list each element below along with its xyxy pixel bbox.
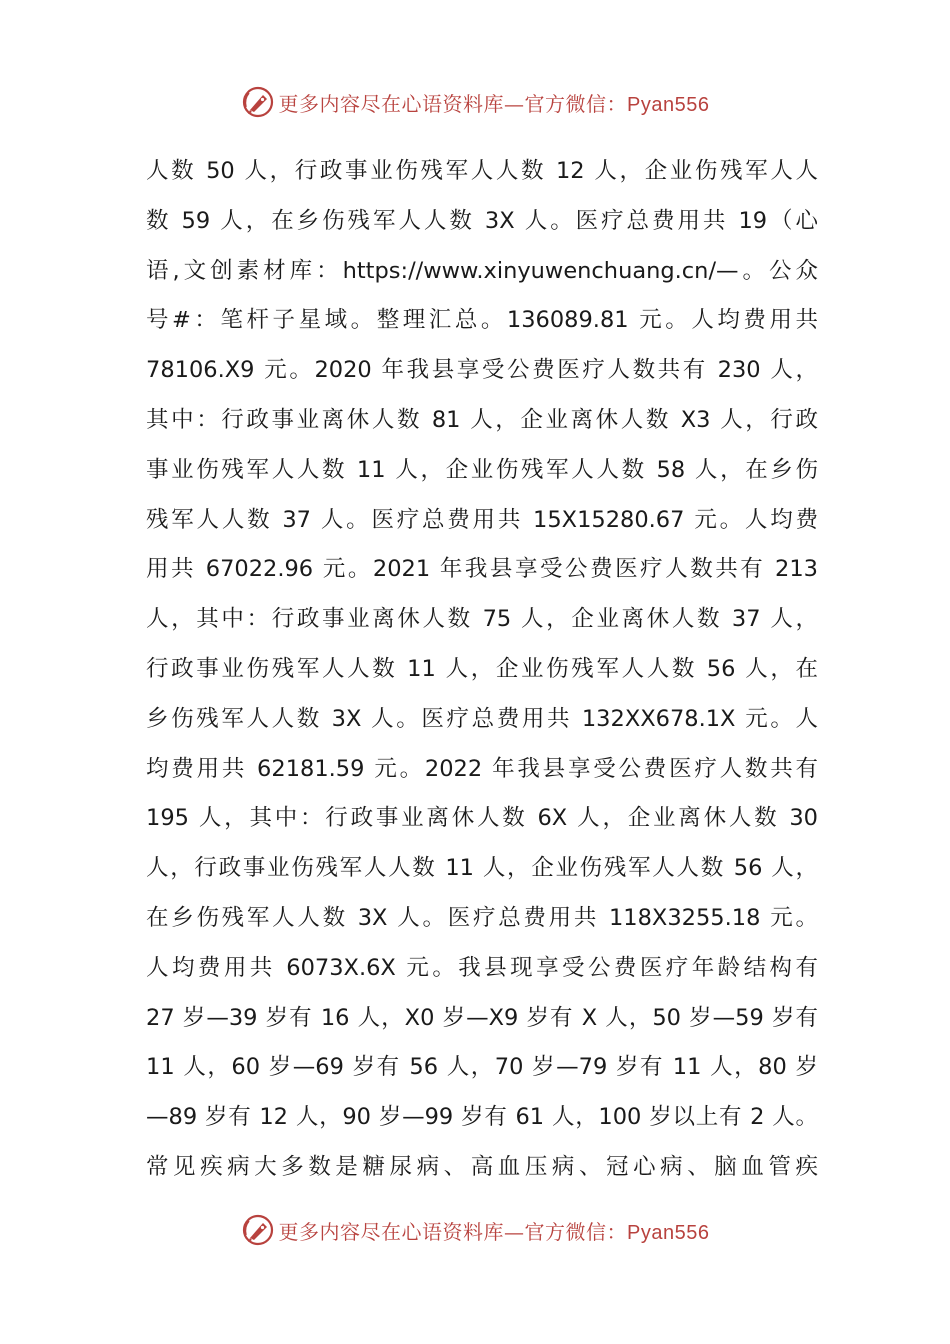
footer-banner-text [279, 1216, 710, 1245]
body-line: 人均费用共 6073X.6X 元。我县现享受公费医疗年龄结构有 [146, 954, 818, 981]
body-line: 其中：行政事业离休人数 81 人，企业离休人数 X3 人，行政 [146, 406, 818, 433]
pen-nib-logo-icon [241, 1213, 275, 1247]
header-banner-cn: 更多内容尽在心语资料库—官方微信： [278, 91, 628, 116]
body-line: 人数 50 人，行政事业伤残军人人数 12 人，企业伤残军人人 [146, 158, 818, 184]
body-line: 常见疾病大多数是糖尿病、高血压病、冠心病、脑血管疾 [146, 1153, 818, 1180]
body-line: 残军人人数 37 人。医疗总费用共 15X15280.67 元。人均费 [146, 506, 818, 533]
body-line: 人，其中：行政事业离休人数 75 人，企业离休人数 37 人， [146, 606, 818, 633]
body-line: 均费用共 62181.59 元。2022 年我县享受公费医疗人数共有 [146, 755, 818, 782]
header-banner-wechat-id: Pyan556 [627, 93, 710, 116]
footer-banner [0, 1210, 950, 1250]
pen-nib-logo-icon [241, 85, 275, 119]
footer-banner-cn: 更多内容尽在心语资料库—官方微信： [278, 1219, 628, 1244]
body-line: 语,文创素材库：https://www.xinyuwenchuang.cn/—。公众 [146, 257, 818, 284]
body-line: 195 人，其中：行政事业离休人数 6X 人，企业离休人数 30 [146, 805, 818, 832]
body-line: 78106.X9 元。2020 年我县享受公费医疗人数共有 230 人， [146, 357, 818, 384]
body-line: 乡伤残军人人数 3X 人。医疗总费用共 132XX678.1X 元。人 [146, 705, 818, 732]
footer-banner-wechat-id: Pyan556 [627, 1221, 710, 1244]
body-line: 行政事业伤残军人人数 11 人，企业伤残军人人数 56 人，在 [146, 655, 818, 682]
body-line: 数 59 人，在乡伤残军人人数 3X 人。医疗总费用共 19（心 [146, 207, 818, 234]
header-banner-text [279, 88, 710, 117]
body-line: —89 岁有 12 人，90 岁—99 岁有 61 人，100 岁以上有 2 人。 [146, 1104, 818, 1131]
body-line: 在乡伤残军人人数 3X 人。医疗总费用共 118X3255.18 元。 [146, 904, 818, 931]
body-line: 11 人，60 岁—69 岁有 56 人，70 岁—79 岁有 11 人，80 岁 [146, 1054, 818, 1081]
body-line: 27 岁—39 岁有 16 人，X0 岁—X9 岁有 X 人，50 岁—59 岁有 [146, 1004, 818, 1031]
body-line: 用共 67022.96 元。2021 年我县享受公费医疗人数共有 213 [146, 556, 818, 583]
body-line: 事业伤残军人人数 11 人，企业伤残军人人数 58 人，在乡伤 [146, 456, 818, 483]
document-body [146, 150, 818, 1196]
body-line: 号#：笔杆子星域。整理汇总。136089.81 元。人均费用共 [146, 307, 818, 334]
header-banner [0, 82, 950, 122]
body-line: 人，行政事业伤残军人人数 11 人，企业伤残军人人数 56 人， [146, 855, 818, 882]
